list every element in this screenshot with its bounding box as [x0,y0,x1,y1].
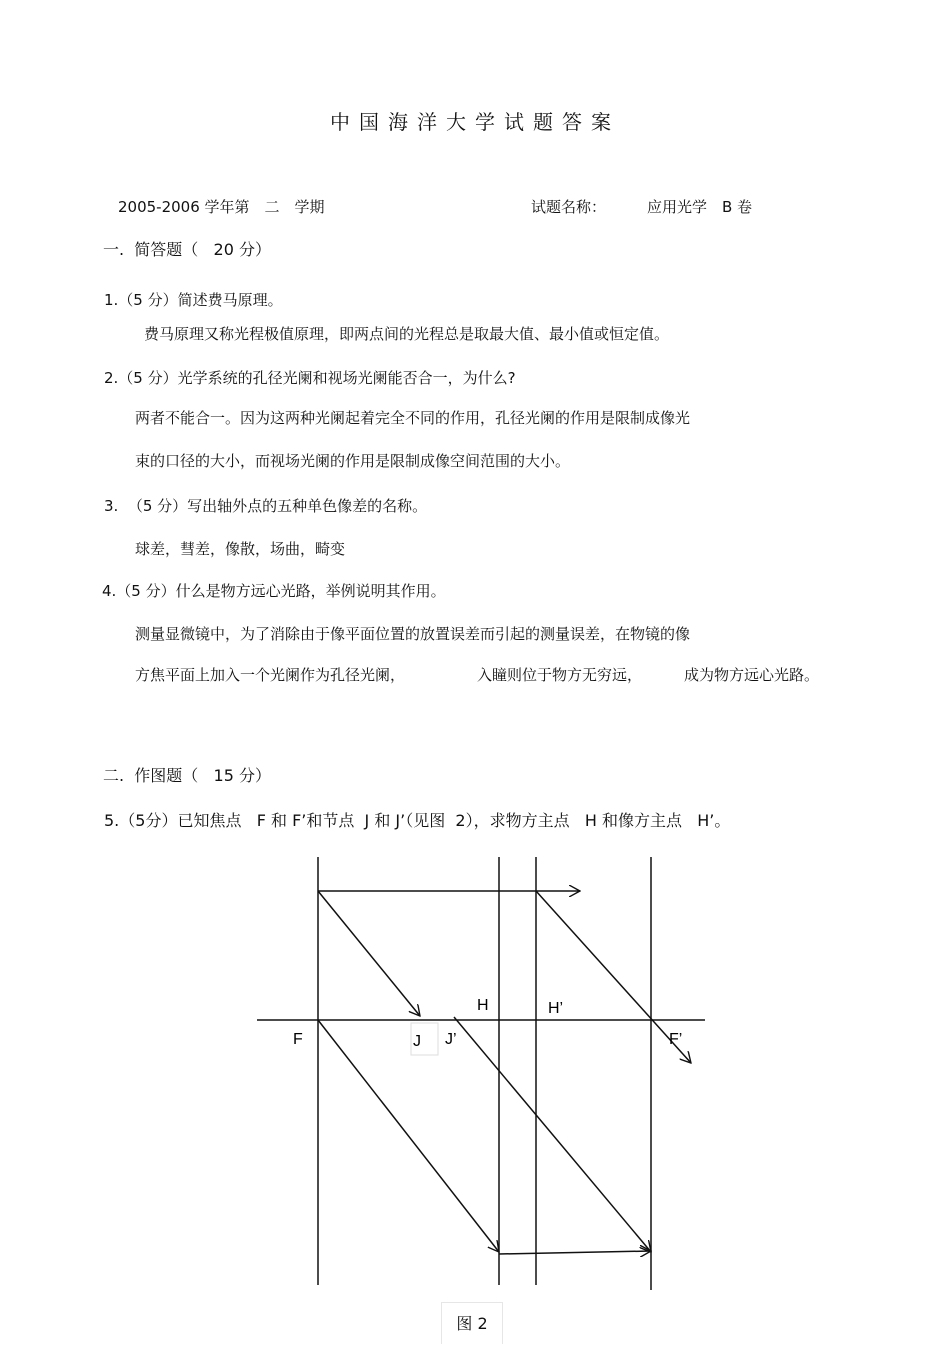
label-f-prime: F’ [669,1031,683,1048]
question-2: 2.（5 分）光学系统的孔径光阑和视场光阑能否合一，为什么? [104,369,516,387]
section1-heading: 一. 简答题（ 20 分） [103,240,271,259]
question-5: 5.（5分）已知焦点 F 和 F’和节点 J 和 J’（见图 2），求物方主点 H 和像方主点 H’。 [104,811,731,830]
label-h-prime: H’ [548,1000,564,1017]
answer-3-line-1: 球差，彗差，像散，场曲，畸变 [135,540,346,558]
answer-4-line-2a: 方焦平面上加入一个光阑作为孔径光阑， [135,666,406,684]
figure-caption: 图 2 [441,1302,503,1344]
ray-from-jp [454,1017,651,1252]
label-j-prime: J’ [445,1031,457,1048]
section2-heading: 二. 作图题（ 15 分） [103,766,271,785]
question-3: 3. （5 分）写出轴外点的五种单色像差的名称。 [104,497,428,515]
answer-2-line-2: 束的口径的大小，而视场光阑的作用是限制成像空间范围的大小。 [135,452,571,470]
exam-name-label: 试题名称： [531,198,607,216]
term-label: 2005-2006 学年第 二 学期 [118,198,325,216]
label-j: J [413,1033,421,1050]
question-1: 1.（5 分）简述费马原理。 [104,291,283,309]
ray-from-f [318,1020,499,1252]
question-4: 4.（5 分）什么是物方远心光路，举例说明其作用。 [102,582,446,600]
exam-name-value: 应用光学 B 卷 [647,198,753,216]
ray-to-j [318,891,420,1016]
bottom-ray-arrow [499,1251,651,1254]
answer-4-line-1: 测量显微镜中，为了消除由于像平面位置的放置误差而引起的测量误差，在物镜的像 [135,625,691,643]
ray-through-fp [536,891,691,1063]
label-h: H [477,997,489,1014]
label-f: F [293,1031,303,1048]
answer-1-line-1: 费马原理又称光程极值原理，即两点间的光程总是取最大值、最小值或恒定值。 [144,325,670,343]
answer-4-line-2c: 成为物方远心光路。 [684,666,820,684]
page-title: 中国海洋大学试题答案 [330,110,620,134]
answer-2-line-1: 两者不能合一。因为这两种光阑起着完全不同的作用，孔径光阑的作用是限制成像光 [135,409,691,427]
answer-4-line-2b: 入瞳则位于物方无穷远， [477,666,643,684]
